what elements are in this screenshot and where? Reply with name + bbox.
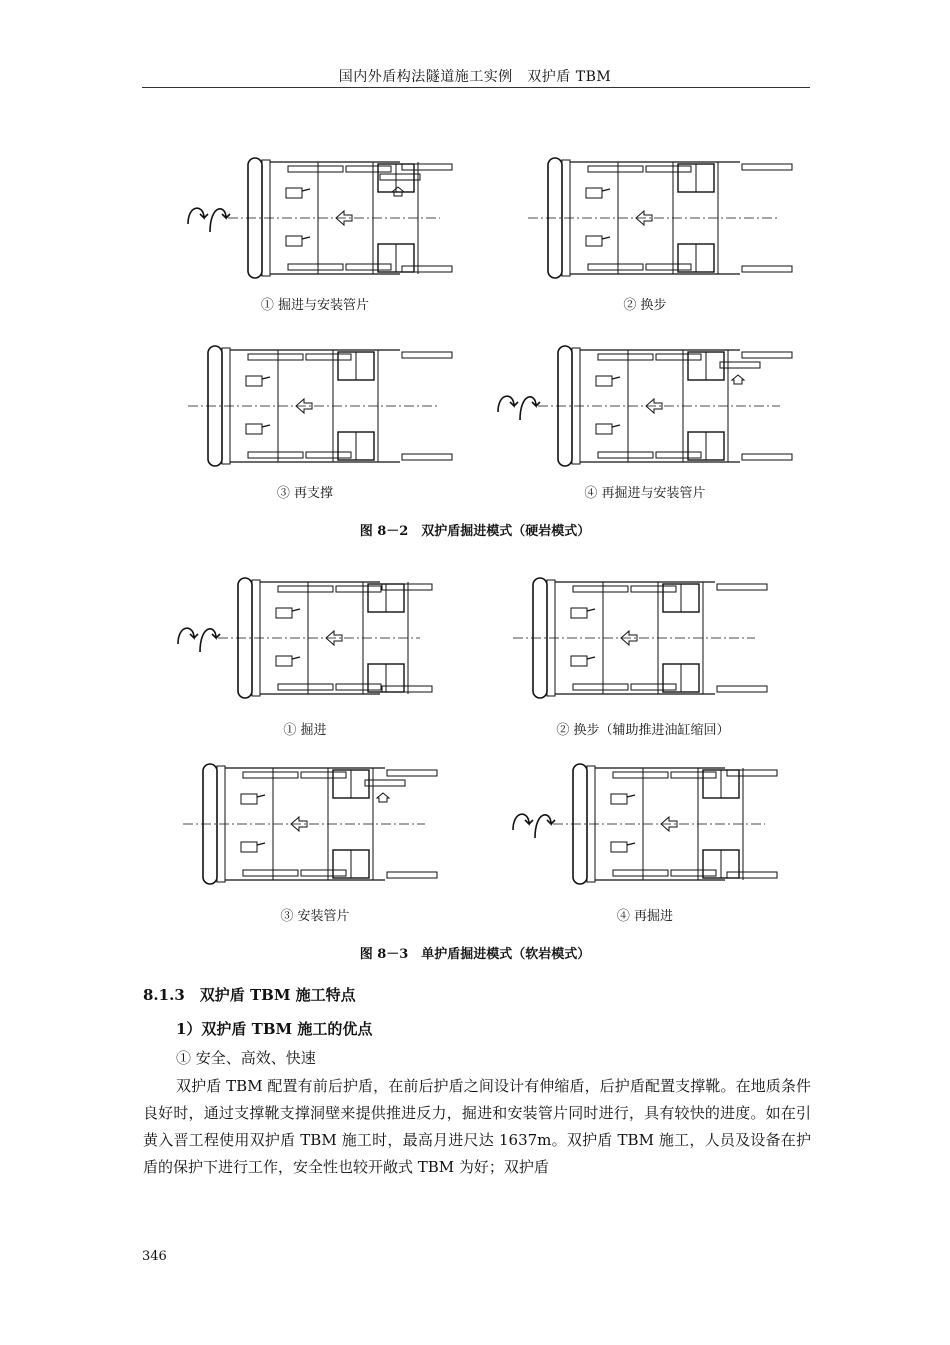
thrust-cylinder-shape (243, 870, 298, 876)
rotation-icon (188, 208, 208, 224)
tail-rod-shape (742, 352, 792, 358)
thrust-cylinder-shape (671, 870, 716, 876)
thrust-cylinder-shape (631, 586, 676, 592)
motor-shaft (602, 189, 610, 191)
thrust-cylinder-shape (646, 166, 691, 172)
thrust-cylinder-shape (336, 684, 381, 690)
tail-rod-shape (402, 164, 452, 170)
tbm-schematic (170, 572, 440, 704)
drive-motor-shape (571, 656, 587, 666)
motor-shaft (262, 425, 270, 427)
tail-rod-shape (402, 266, 452, 272)
thrust-cylinder-shape (288, 166, 343, 172)
tail-rod-shape (402, 352, 452, 358)
tail-rod-shape (382, 686, 432, 692)
tail-rod-shape (727, 770, 777, 776)
tail-rod-shape (742, 164, 792, 170)
thrust-cylinder-shape (278, 586, 333, 592)
tail-rod-shape (742, 454, 792, 460)
thrust-cylinder-shape (573, 586, 628, 592)
header-rule (142, 87, 810, 88)
motor-shaft (587, 657, 595, 659)
drive-motor-shape (246, 376, 262, 386)
figure1-diagram-4 (490, 340, 800, 472)
motor-shaft (292, 657, 300, 659)
figure2-diagram-1 (170, 572, 440, 704)
tbm-schematic (520, 152, 800, 284)
drive-motor-shape (241, 842, 257, 852)
thrust-cylinder-shape (336, 586, 381, 592)
thrust-cylinder-shape (346, 264, 391, 270)
drive-motor-shape (286, 188, 302, 198)
figure2-diagram-4 (505, 758, 785, 890)
figure1-panel-label: ① 掘进与安装管片 (260, 298, 370, 313)
motor-shaft (292, 609, 300, 611)
segment-shape (365, 780, 405, 786)
figure2-diagram-3 (175, 758, 445, 890)
drive-motor-shape (611, 794, 627, 804)
thrust-cylinder-shape (671, 772, 716, 778)
up-arrow-icon (732, 375, 744, 384)
motor-shaft (612, 377, 620, 379)
figure2-panel-label: ④ 再掘进 (616, 909, 674, 924)
rotation-icon (535, 815, 555, 838)
figure1-diagram-2 (520, 152, 800, 284)
list-item: ① 安全、高效、快速 (176, 1049, 316, 1067)
thrust-cylinder-shape (573, 684, 628, 690)
tbm-schematic (175, 758, 445, 890)
figure1-panel-label: ③ 再支撑 (276, 486, 334, 501)
drive-motor-shape (286, 236, 302, 246)
thrust-cylinder-shape (613, 772, 668, 778)
drive-motor-shape (571, 608, 587, 618)
running-header: 国内外盾构法隧道施工实例 双护盾 TBM (338, 69, 612, 85)
rotation-icon (210, 209, 230, 232)
rotation-icon (178, 628, 198, 644)
drive-motor-shape (586, 188, 602, 198)
figure2-panel-label: ② 换步（辅助推进油缸缩回） (556, 723, 730, 738)
rotation-icon (513, 814, 533, 830)
figure2-panel-label: ③ 安装管片 (280, 909, 350, 924)
thrust-cylinder-shape (598, 452, 653, 458)
rotation-icon (498, 396, 518, 412)
thrust-cylinder-shape (588, 166, 643, 172)
motor-shaft (612, 425, 620, 427)
figure1-panel-label: ② 换步 (623, 298, 667, 313)
drive-motor-shape (596, 376, 612, 386)
motor-shaft (587, 609, 595, 611)
thrust-cylinder-shape (346, 166, 391, 172)
drive-motor-shape (596, 424, 612, 434)
figure1-diagram-3 (180, 340, 460, 472)
drive-motor-shape (611, 842, 627, 852)
tail-rod-shape (402, 454, 452, 460)
figure2-caption: 图 8－3 单护盾掘进模式（软岩模式） (359, 947, 591, 962)
tail-rod-shape (387, 872, 437, 878)
thrust-cylinder-shape (248, 452, 303, 458)
segment-shape (720, 362, 760, 368)
thrust-cylinder-shape (243, 772, 298, 778)
drive-motor-shape (586, 236, 602, 246)
tail-rod-shape (387, 770, 437, 776)
tbm-schematic (505, 572, 775, 704)
motor-shaft (602, 237, 610, 239)
thrust-cylinder-shape (646, 264, 691, 270)
tail-rod-shape (717, 686, 767, 692)
up-arrow-icon (377, 793, 389, 802)
thrust-cylinder-shape (301, 772, 346, 778)
thrust-cylinder-shape (613, 870, 668, 876)
tbm-schematic (180, 340, 460, 472)
thrust-cylinder-shape (288, 264, 343, 270)
rotation-icon (200, 629, 220, 652)
figure2-panel-label: ① 掘进 (283, 723, 327, 738)
motor-shaft (302, 189, 310, 191)
motor-shaft (627, 843, 635, 845)
thrust-cylinder-shape (248, 354, 303, 360)
thrust-cylinder-shape (631, 684, 676, 690)
thrust-cylinder-shape (278, 684, 333, 690)
figure1-diagram-1 (180, 152, 460, 284)
motor-shaft (257, 843, 265, 845)
tbm-schematic (490, 340, 800, 472)
tail-rod-shape (717, 584, 767, 590)
section-heading: 8.1.3 双护盾 TBM 施工特点 (143, 986, 356, 1004)
thrust-cylinder-shape (301, 870, 346, 876)
tail-rod-shape (742, 266, 792, 272)
drive-motor-shape (276, 608, 292, 618)
tbm-schematic (180, 152, 460, 284)
tail-rod-shape (382, 584, 432, 590)
thrust-cylinder-shape (306, 452, 351, 458)
drive-motor-shape (241, 794, 257, 804)
thrust-cylinder-shape (588, 264, 643, 270)
page-number: 346 (142, 1249, 167, 1264)
body-paragraph: 双护盾 TBM 配置有前后护盾，在前后护盾之间设计有伸缩盾，后护盾配置支撑靴。在地质条件良好时，通过支撑靴支撑洞壁来提供推进反力，掘进和安装管片同时进行，具有较快的进度。如在引黄入晋工程使用双护盾 TBM 施工时，最高月进尺达 1637m。双护盾 TBM 施工，人员及设备在护盾的保护下进行工作，安全性也较开敞式 TBM 为好；双护盾 (143, 1077, 811, 1176)
subsection-heading: 1）双护盾 TBM 施工的优点 (176, 1020, 373, 1038)
motor-shaft (302, 237, 310, 239)
tail-rod-shape (727, 872, 777, 878)
drive-motor-shape (246, 424, 262, 434)
thrust-cylinder-shape (656, 354, 701, 360)
motor-shaft (262, 377, 270, 379)
thrust-cylinder-shape (598, 354, 653, 360)
tbm-schematic (505, 758, 785, 890)
thrust-cylinder-shape (306, 354, 351, 360)
figure1-panel-label: ④ 再掘进与安装管片 (584, 486, 706, 501)
figure1-caption: 图 8－2 双护盾掘进模式（硬岩模式） (359, 524, 591, 539)
motor-shaft (627, 795, 635, 797)
figure2-diagram-2 (505, 572, 775, 704)
thrust-cylinder-shape (656, 452, 701, 458)
drive-motor-shape (276, 656, 292, 666)
rotation-icon (520, 397, 540, 420)
motor-shaft (257, 795, 265, 797)
